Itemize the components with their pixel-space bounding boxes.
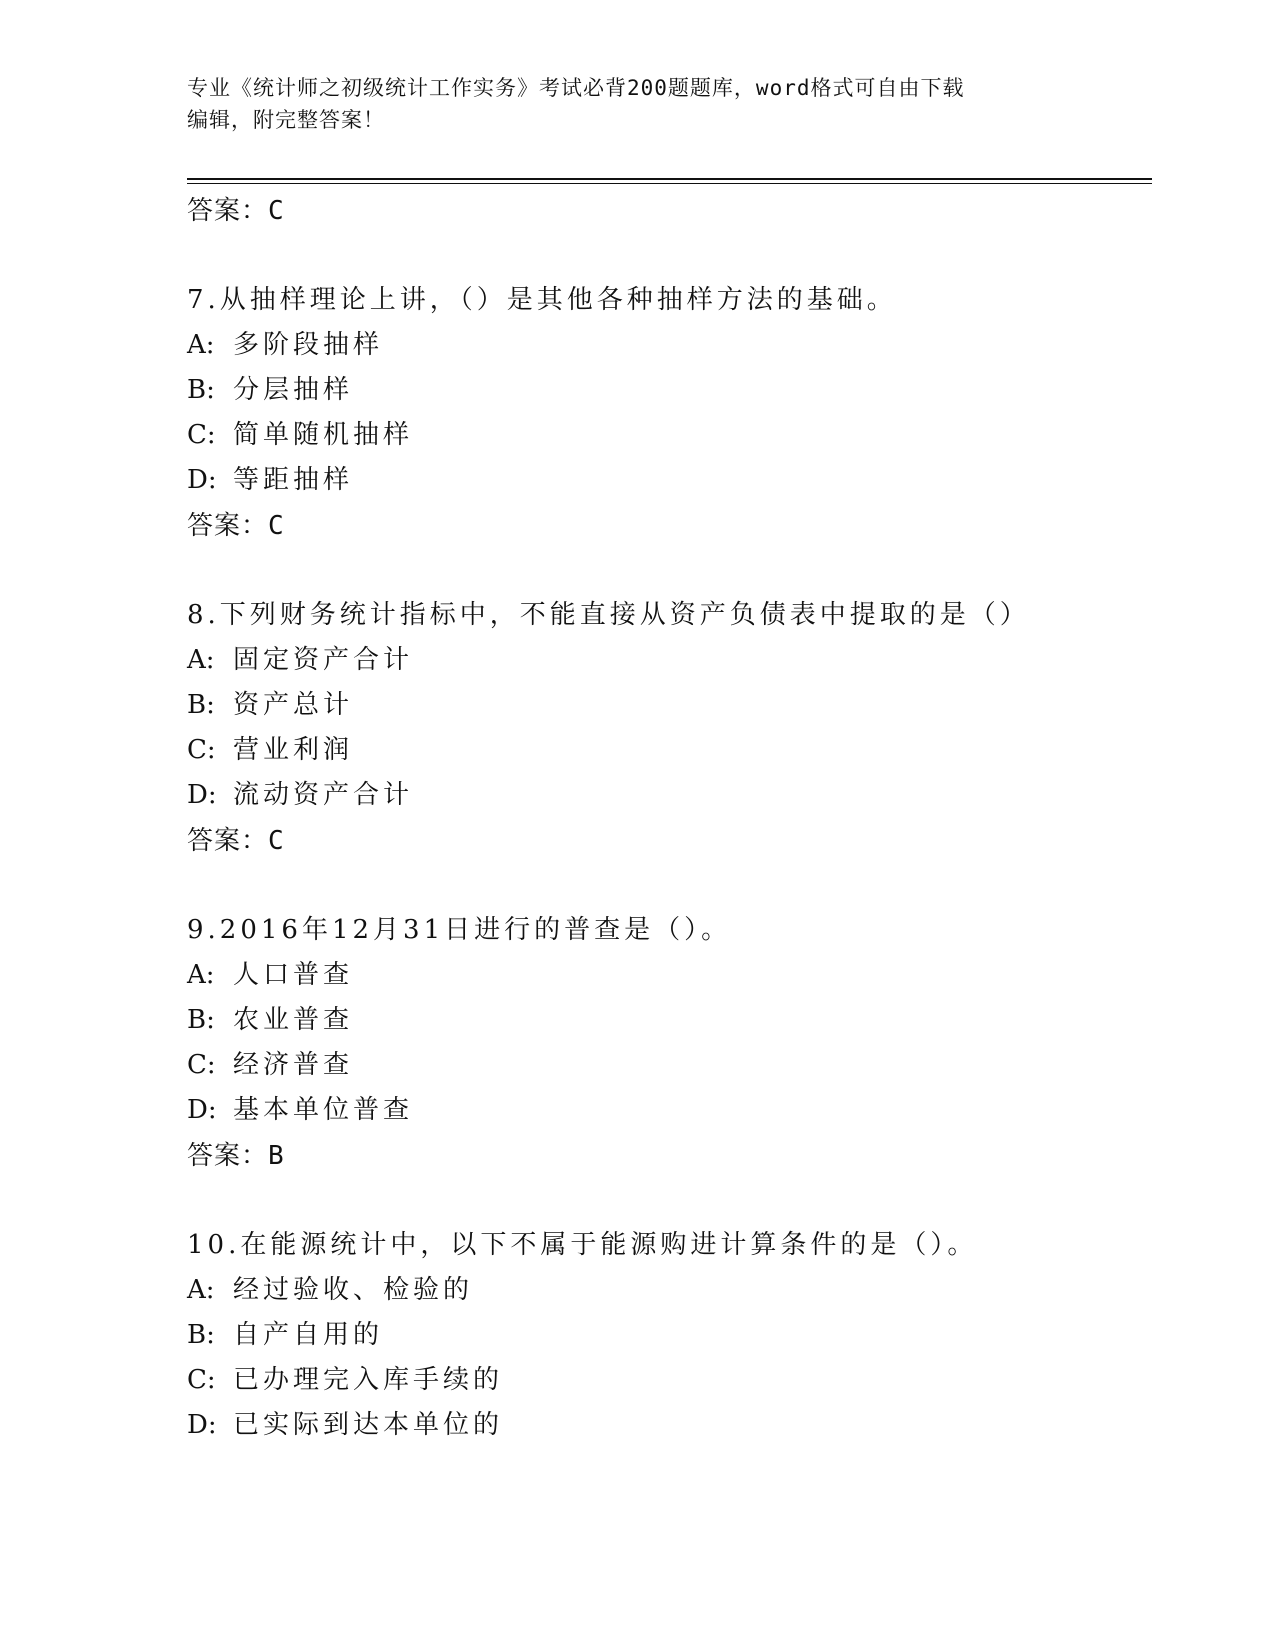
option-key: C: <box>187 420 216 450</box>
option-text: 自产自用的 <box>233 1320 384 1350</box>
option-text: 固定资产合计 <box>233 645 414 675</box>
question-item <box>187 908 1147 1179</box>
option-text: 已实际到达本单位的 <box>233 1410 504 1440</box>
option-text: 营业利润 <box>233 735 354 765</box>
option-d <box>187 773 1147 818</box>
option-text: 多阶段抽样 <box>233 330 384 360</box>
option-key: A: <box>187 330 215 360</box>
header-title-line-1: 专业《统计师之初级统计工作实务》考试必背200题题库，word格式可自由下载 <box>187 76 965 100</box>
option-key: D: <box>187 1095 217 1125</box>
answer-label: 答案： <box>187 511 269 541</box>
option-key: B: <box>187 375 215 405</box>
header-title-line-2: 编辑，附完整答案！ <box>187 108 385 132</box>
answer-label: 答案： <box>187 1141 269 1171</box>
option-key: A: <box>187 1275 215 1305</box>
question-list <box>187 188 1147 1448</box>
question-stem: 10.在能源统计中，以下不属于能源购进计算条件的是（）。 <box>187 1230 978 1260</box>
option-key: C: <box>187 1050 216 1080</box>
option-c <box>187 728 1147 773</box>
answer-label: 答案： <box>187 826 269 856</box>
option-b <box>187 1313 1147 1358</box>
option-key: C: <box>187 735 216 765</box>
document-header <box>187 72 1067 136</box>
question-item <box>187 593 1147 864</box>
option-a <box>187 1268 1147 1313</box>
option-d <box>187 1403 1147 1448</box>
option-b <box>187 683 1147 728</box>
answer-line <box>187 1133 1147 1179</box>
option-a <box>187 323 1147 368</box>
option-text: 等距抽样 <box>233 465 354 495</box>
option-text: 简单随机抽样 <box>233 420 414 450</box>
option-a <box>187 638 1147 683</box>
option-c <box>187 413 1147 458</box>
option-a <box>187 953 1147 998</box>
answer-value: C <box>268 196 285 226</box>
option-d <box>187 1088 1147 1133</box>
question-item <box>187 278 1147 549</box>
option-text: 基本单位普查 <box>233 1095 414 1125</box>
option-c <box>187 1358 1147 1403</box>
question-stem: 9.2016年12月31日进行的普查是（）。 <box>187 915 732 945</box>
option-text: 农业普查 <box>233 1005 354 1035</box>
option-key: B: <box>187 1320 215 1350</box>
answer-line <box>187 818 1147 864</box>
option-key: D: <box>187 465 217 495</box>
option-text: 经济普查 <box>233 1050 354 1080</box>
option-text: 流动资产合计 <box>233 780 414 810</box>
answer-value: B <box>268 1141 285 1171</box>
option-key: A: <box>187 645 215 675</box>
option-text: 人口普查 <box>233 960 354 990</box>
answer-line <box>187 188 1147 234</box>
option-text: 分层抽样 <box>233 375 354 405</box>
option-b <box>187 368 1147 413</box>
option-text: 经过验收、检验的 <box>233 1275 474 1305</box>
option-key: C: <box>187 1365 216 1395</box>
option-key: B: <box>187 690 215 720</box>
option-key: B: <box>187 1005 215 1035</box>
option-key: A: <box>187 960 215 990</box>
answer-line <box>187 503 1147 549</box>
option-text: 资产总计 <box>233 690 354 720</box>
option-c <box>187 1043 1147 1088</box>
question-stem: 7.从抽样理论上讲，（）是其他各种抽样方法的基础。 <box>187 285 897 315</box>
option-d <box>187 458 1147 503</box>
answer-label: 答案： <box>187 196 269 226</box>
option-b <box>187 998 1147 1043</box>
option-text: 已办理完入库手续的 <box>233 1365 504 1395</box>
header-divider-thick <box>187 178 1152 180</box>
option-key: D: <box>187 1410 217 1440</box>
question-stem: 8.下列财务统计指标中，不能直接从资产负债表中提取的是（） <box>187 600 1030 630</box>
question-item <box>187 1223 1147 1448</box>
option-key: D: <box>187 780 217 810</box>
answer-value: C <box>268 511 285 541</box>
header-divider-thin <box>187 183 1152 184</box>
answer-value: C <box>268 826 285 856</box>
